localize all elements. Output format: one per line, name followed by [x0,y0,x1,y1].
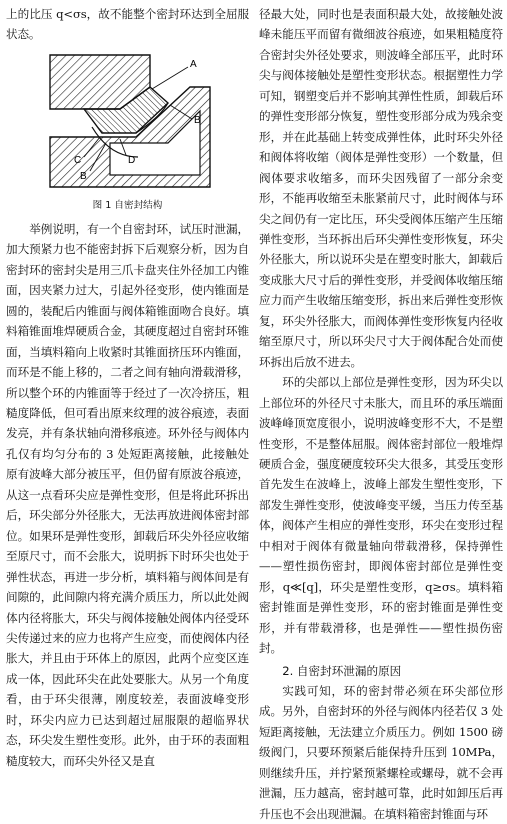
label-a: A [190,58,197,70]
figure-caption: 图 1 自密封结构 [92,199,163,211]
left-top-text: 上的比压 q<σs，故不能整个密封环达到全屈服状态。 [6,7,249,42]
section-heading: 2. 自密封环泄漏的原因 [282,663,402,678]
right-paragraph-2: 环的尖部以上部位是弹性变形，因为环尖以上部位环的外径尺寸未胀大，而且环的承压端面波峰峰顶宽度很小，说明波峰变形不大，不是塑性变形，不是整体屈服。阀体密封部位一般堆焊硬质合金，强度硬度较环尖大很多，其受压变形首先发生在波峰上，波峰上部发生塑性变形，下部发生弹性变形，使波峰变平缓，当压力传至基体，阀体产生相应的弹性变形，环尖在变形过程中相对于阀体有微量轴向带载滑移，保持弹性——塑性损伤密封，即阀体密封部位是弹性变形，q≪[q]，环尖是塑性变形，q≥σs。填料箱密封锥面是弹性变形，环的密封锥面是弹性变形，并有带载滑移，也是弹性——塑性损伤密封。 [259,375,503,656]
right-column [259,4,503,824]
left-body-text: 举例说明，有一个自密封环，试压时泄漏，加大预紧力也不能密封拆下后观察分析，因为自密封环的密封尖是用三爪卡盘夹住外径加工内锥面，因夹紧力过大，引起外径变形，使内锥面是圆的，装配后内锥面与阀体箱锥面吻合良好。填料箱锥面堆焊硬质合金，其硬度超过自密封环锥面，当填料箱向上收紧时其锥面挤压环内锥面，而环是不能上移的，二者之间有轴向滑载滑移，所以整个环的内锥面等于经过了一次冷挤压，粗糙度降低，但可看出原来纹理的波谷痕迹，表面发亮，并有条状轴向滑移痕迹。环外径与阀体内孔仅有均匀分布的 3 处短距离接触，此接触处原有波峰大部分被压平，但仍留有原波谷痕迹，从这一点看环尖应是弹性变形，但是将此环拆出后，环尖部分外径胀大，无法再放进阀体密封部位。如果环是弹性变形，卸载后环尖外径应收缩至原尺寸，而不会胀大，说明拆下时环尖也处于弹性状态，再进一步分析，填料箱与阀体间是有间隙的，此间隙内将充满介质压力，所以此处阀体内径将胀大，环尖与阀体接触处阀体内径受环尖传递过来的应力也将产生应变，而使阀体内径胀大，并且由于环体上的原因，此两个应变区连成一体，因此环尖在此处要胀大。从另一个角度看，由于环尖很薄，刚度较差，表面波峰变形时，环尖内应力已达到超过屈服限的超临界状态，环尖发生塑性变形。此外，由于环的表面粗糙度较大，而环尖外径又是直 [6,221,249,768]
label-b-left: B [80,170,87,182]
figure-self-seal-structure [6,47,249,211]
right-paragraph-1: 径最大处，同时也是表面积最大处，故接触处波峰未能压平而留有微细波谷痕迹，如果粗糙度符合密封尖外径处要求，则波峰全部压平，此时环尖与阀体接触处是塑性变形状态。根据塑性力学可知，钢塑变后并不影响其弹性性质，卸载后环的弹性变形部分恢复，塑性变形部分成为残余变形，并在此基础上转变成弹性体，此时环尖外径和阀体将收缩（阀体是弹性变形）一个数量，但阀体要求收缩多，而环尖因残留了一部分余变形，不能再收缩至未胀紧前尺寸，此时阀体与环尖之间仍有一定比压，环尖受阀体压缩产生压缩弹性变形，当环拆出后环尖弹性变形恢复，环尖外径胀大，所以说环尖是在塑变时胀大，卸载后变成胀大尺寸后的弹性变形，并受阀体收缩压缩应力而产生收缩压缩变形，拆出来后弹性变形恢复，环尖外径胀大，而阀体弹性变形恢复内径收缩至原尺寸，所以环尖尺寸大于阀体配合处而使环拆出后放不进去。 [259,7,503,369]
right-paragraph-3: 实践可知，环的密封带必须在环尖部位形成。另外，自密封环的外径与阀体内径若仅 3 处短距离接触，无法建立介质压力。例如 1500 磅级阀门，只要环预紧后能保持升压到 10MPa，则继续升压，并拧紧预紧螺栓或螺母，就不会再泄漏，压力越高，密封越可靠，此时如卸压后再升压也不会出现泄漏。在填料箱密封锥面与环 [259,683,503,821]
label-b-right: B [194,114,201,126]
self-seal-diagram [40,47,220,197]
label-c: C [74,154,82,166]
label-d: D [128,154,136,166]
left-column [6,4,249,771]
